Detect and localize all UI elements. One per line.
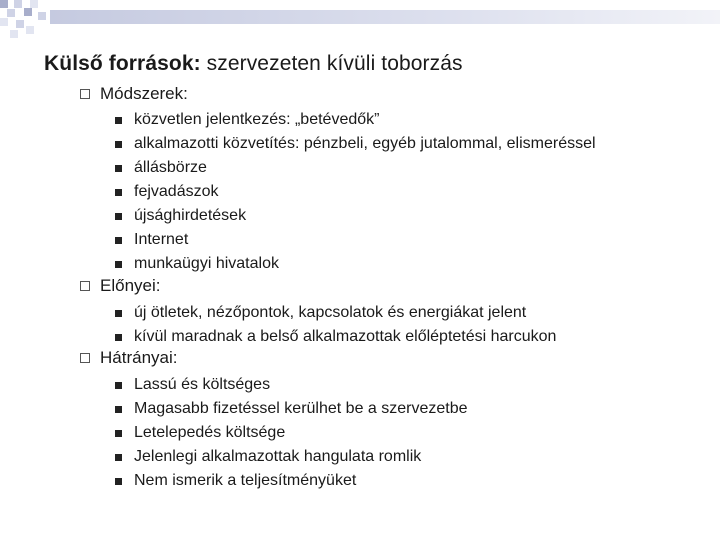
square-bullet-icon [115,213,122,220]
list-item [115,156,207,180]
list-item-text: állásbörze [134,159,207,176]
list-item-text: Jelenlegi alkalmazottak hangulata romlik [134,448,422,465]
square-bullet-icon [115,406,122,413]
title-bold: Külső források: [44,52,201,75]
list-item-text: Lassú és költséges [134,376,271,393]
title-rest: szervezeten kívüli toborzás [200,52,463,75]
square-bullet-icon [115,165,122,172]
square-bullet-icon [115,117,122,124]
list-item-text: közvetlen jelentkezés: „betévedők” [134,111,380,128]
list-item-text: új ötletek, nézőpontok, kapcsolatok és energiákat jelent [134,304,527,321]
list-item [115,252,279,276]
square-bullet-icon [115,454,122,461]
header-pattern [0,0,720,48]
list-item-text: újsághirdetések [134,207,247,224]
list-item-text: kívül maradnak a belső alkalmazottak előléptetési harcukon [134,328,557,345]
list-item-text: Internet [134,231,189,248]
list-item [115,180,219,204]
section-heading-advantages [80,276,160,296]
square-bullet-icon [115,189,122,196]
section-heading-methods [80,84,188,104]
list-item [115,132,596,156]
list-item-text: fejvadászok [134,183,219,200]
list-item-text: Magasabb fizetéssel kerülhet be a szervezetbe [134,400,468,417]
list-item [115,204,246,228]
section-heading-label: Módszerek: [100,84,188,103]
list-item [115,325,556,349]
page-title [44,52,463,76]
section-heading-label: Előnyei: [100,276,161,295]
list-item-text: Letelepedés költsége [134,424,286,441]
list-item [115,301,526,325]
list-item [115,445,421,469]
square-bullet-icon [115,382,122,389]
list-item-text: munkaügyi hivatalok [134,255,279,272]
list-item [115,421,285,445]
square-bullet-icon [115,310,122,317]
section-heading-label: Hátrányai: [100,348,178,367]
list-item [115,397,468,421]
list-item-text: alkalmazotti közvetítés: pénzbeli, egyéb jutalommal, elismeréssel [134,135,596,152]
list-item-text: Nem ismerik a teljesítményüket [134,472,357,489]
hollow-square-bullet-icon [80,281,90,291]
square-bullet-icon [115,261,122,268]
square-bullet-icon [115,430,122,437]
square-bullet-icon [115,237,122,244]
list-item [115,373,270,397]
list-item [115,228,188,252]
square-bullet-icon [115,478,122,485]
hollow-square-bullet-icon [80,89,90,99]
square-bullet-icon [115,334,122,341]
section-heading-disadvantages [80,348,177,368]
list-item [115,108,379,132]
square-bullet-icon [115,141,122,148]
list-item [115,469,356,493]
hollow-square-bullet-icon [80,353,90,363]
